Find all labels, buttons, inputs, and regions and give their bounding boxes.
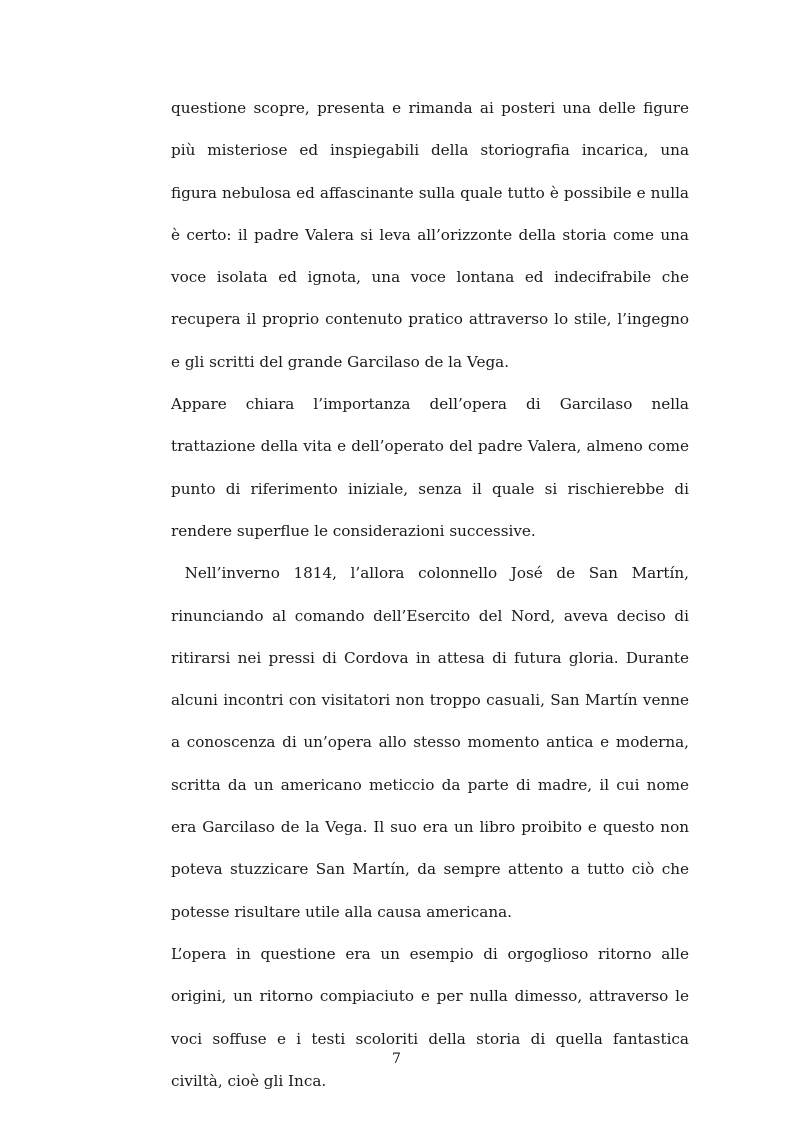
page-number: 7	[392, 1051, 401, 1067]
paragraph-1: questione scopre, presenta e rimanda ai posteri una delle figure più misteriose ed inspiegabili della storiografia incarica, una figura nebulosa ed affascinante sulla quale tutto è possibile e nulla è certo: il padre Valera si leva all’orizzonte della storia come una voce isolata ed ignota, una voce lontana ed indecifrabile che recupera il proprio contenuto pratico attraverso lo stile, l’ingegno e gli scritti del grande Garcilaso de la Vega.	[171, 99, 689, 371]
paragraph-3-text: Nell’inverno 1814, l’allora colonnello José de San Martín, rinunciando al comando dell’Esercito del Nord, aveva deciso di ritirarsi nei pressi di Cordova in attesa di futura gloria. Durante alcuni incontri con visitatori non troppo casuali, San Martín venne a conoscenza di un’opera allo stesso momento antica e moderna, scritta da un americano meticcio da parte di madre, il cui nome era Garcilaso de la Vega. Il suo era un libro proibito e questo non poteva stuzzicare San Martín, da sempre attento a tutto ciò che potesse risultare utile alla causa americana.	[171, 564, 690, 921]
body-text	[171, 87, 689, 1102]
paragraph-2: Appare chiara l’importanza dell’opera di Garcilaso nella trattazione della vita e dell’operato del padre Valera, almeno come punto di riferimento iniziale, senza il quale si rischierebbe di rendere superflue le considerazioni successive.	[171, 395, 689, 540]
paragraph-3	[171, 552, 689, 933]
paragraph-4: L’opera in questione era un esempio di orgoglioso ritorno alle origini, un ritorno compiaciuto e per nulla dimesso, attraverso le voci soffuse e i testi scoloriti della storia di quella fantastica civiltà, cioè gli Inca.	[171, 944, 689, 1090]
